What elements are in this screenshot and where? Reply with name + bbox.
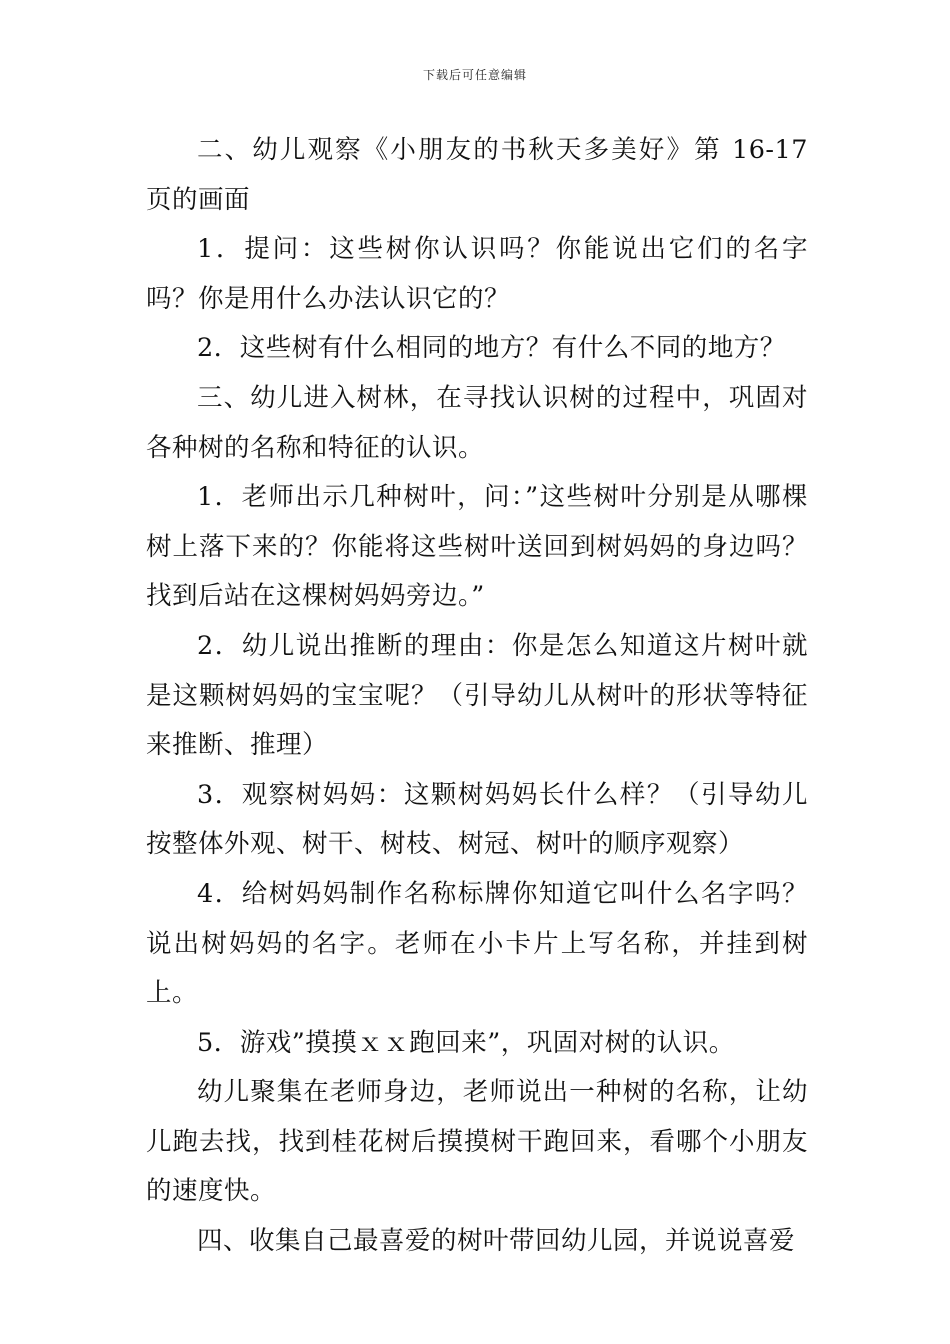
paragraph-item-4: 4．给树妈妈制作名称标牌你知道它叫什么名字吗？说出树妈妈的名字。老师在小卡片上写名称，并挂到树上。 [146, 878, 808, 1009]
paragraph-item-5: 5．游戏”摸摸ｘｘ跑回来”，巩固对树的认识。 [197, 1027, 735, 1058]
paragraph-game-description: 幼儿聚集在老师身边，老师说出一种树的名称，让幼儿跑去找，找到桂花树后摸摸树干跑回来，看哪个小朋友的速度快。 [146, 1077, 808, 1207]
paragraph-item-1: 1．老师出示几种树叶，问：”这些树叶分别是从哪棵树上落下来的？你能将这些树叶送回到树妈妈的身边吗？找到后站在这棵树妈妈旁边。” [146, 482, 808, 612]
page-header: 下载后可任意编辑 [422, 68, 527, 82]
document-body [146, 126, 808, 1267]
paragraph-section-four: 四、收集自己最喜爱的树叶带回幼儿园，并说说喜爱 [197, 1226, 796, 1257]
paragraph-item-3: 3．观察树妈妈：这颗树妈妈长什么样？（引导幼儿按整体外观、树干、树枝、树冠、树叶的顺序观察） [146, 779, 808, 860]
paragraph-item-1: 1．提问：这些树你认识吗？你能说出它们的名字吗？你是用什么办法认识它的？ [146, 234, 808, 314]
paragraph-section-two: 二、幼儿观察《小朋友的书秋天多美好》第 16-17 页的画面 [146, 135, 808, 215]
paragraph-item-2: 2．幼儿说出推断的理由：你是怎么知道这片树叶就是这颗树妈妈的宝宝呢？（引导幼儿从树叶的形状等特征来推断、推理） [146, 630, 808, 761]
paragraph-item-2: 2．这些树有什么相同的地方？有什么不同的地方？ [197, 333, 786, 364]
paragraph-section-three: 三、幼儿进入树林，在寻找认识树的过程中，巩固对各种树的名称和特征的认识。 [146, 382, 808, 463]
